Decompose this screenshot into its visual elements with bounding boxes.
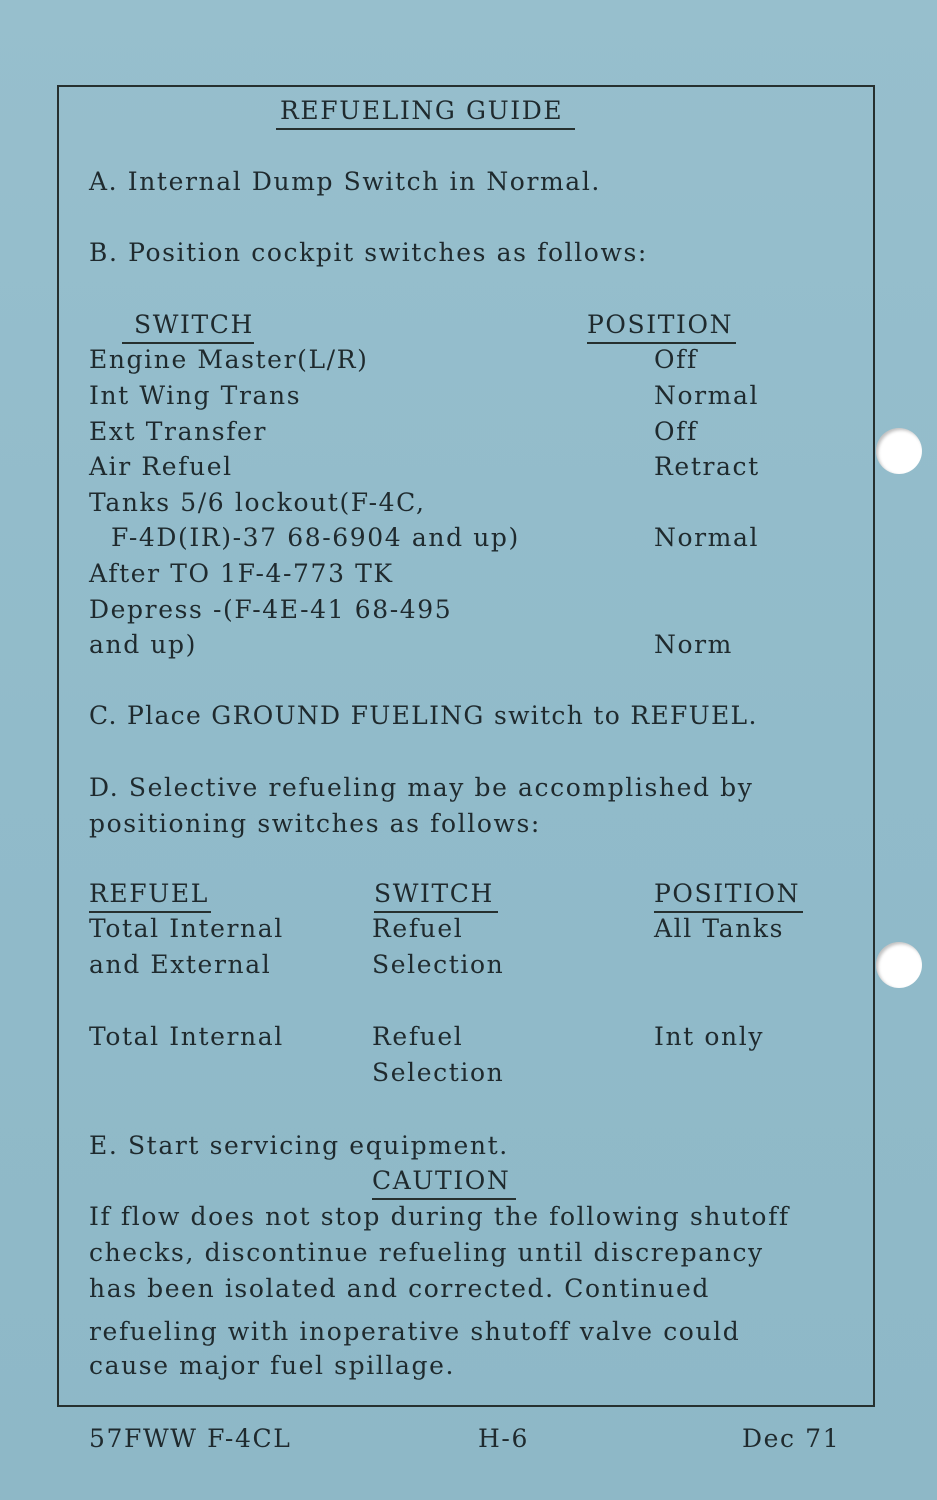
table2-row-position: All Tanks: [654, 914, 785, 943]
footer-left: 57FWW F-4CL: [89, 1424, 292, 1453]
table2-row-switch-line1: Refuel: [372, 914, 464, 943]
table1-header-switch: SWITCH: [122, 310, 254, 344]
step-d-line1: D. Selective refueling may be accomplished by: [89, 773, 754, 802]
table1-row-switch-line1: After TO 1F-4-773 TK: [89, 559, 394, 588]
table1-row-switch-line2: Depress -(F-4E-41 68-495: [89, 595, 453, 624]
table2-row-position: Int only: [654, 1022, 765, 1051]
table2-row-switch-line2: Selection: [372, 1058, 505, 1087]
table2-row-refuel-line1: Total Internal: [89, 1022, 284, 1051]
table2-row-refuel-line1: Total Internal: [89, 914, 284, 943]
binder-hole-top: [876, 428, 922, 474]
table1-row-switch: Ext Transfer: [89, 417, 268, 446]
table1-row-position: Off: [654, 345, 698, 374]
caution-line: has been isolated and corrected. Continued: [89, 1274, 710, 1303]
table1-row-position: Normal: [654, 523, 760, 552]
footer-page-number: H-6: [478, 1424, 529, 1453]
table1-row-switch: Air Refuel: [89, 452, 233, 481]
table2-header-refuel: REFUEL: [89, 879, 211, 913]
caution-heading: CAUTION: [372, 1166, 516, 1200]
table1-row-switch-line3: and up): [89, 630, 198, 659]
step-d-line2: positioning switches as follows:: [89, 809, 541, 838]
page-title: REFUELING GUIDE: [276, 96, 575, 130]
caution-line: refueling with inoperative shutoff valve could: [89, 1317, 741, 1346]
table2-row-refuel-line2: and External: [89, 950, 272, 979]
caution-line: cause major fuel spillage.: [89, 1351, 456, 1380]
table1-row-position: Norm: [654, 630, 733, 659]
table1-row-switch: Engine Master(L/R): [89, 345, 369, 374]
table1-row-switch-line2: F-4D(IR)-37 68-6904 and up): [111, 523, 520, 552]
table2-row-switch-line1: Refuel: [372, 1022, 464, 1051]
step-a: A. Internal Dump Switch in Normal.: [89, 167, 601, 196]
caution-line: If flow does not stop during the following shutoff: [89, 1202, 790, 1231]
binder-hole-bottom: [876, 942, 922, 988]
table1-row-switch-line1: Tanks 5/6 lockout(F-4C,: [89, 488, 426, 517]
table2-header-switch: SWITCH: [374, 879, 498, 913]
step-c: C. Place GROUND FUELING switch to REFUEL.: [89, 701, 758, 730]
table1-header-position: POSITION: [587, 310, 736, 344]
caution-line: checks, discontinue refueling until discrepancy: [89, 1238, 764, 1267]
step-e: E. Start servicing equipment.: [89, 1131, 509, 1160]
table2-header-position: POSITION: [654, 879, 803, 913]
table1-row-position: Normal: [654, 381, 760, 410]
table1-row-switch: Int Wing Trans: [89, 381, 302, 410]
table1-row-position: Off: [654, 417, 698, 446]
table1-row-position: Retract: [654, 452, 760, 481]
table2-row-switch-line2: Selection: [372, 950, 505, 979]
step-b: B. Position cockpit switches as follows:: [89, 238, 648, 267]
footer-date: Dec 71: [742, 1424, 841, 1453]
